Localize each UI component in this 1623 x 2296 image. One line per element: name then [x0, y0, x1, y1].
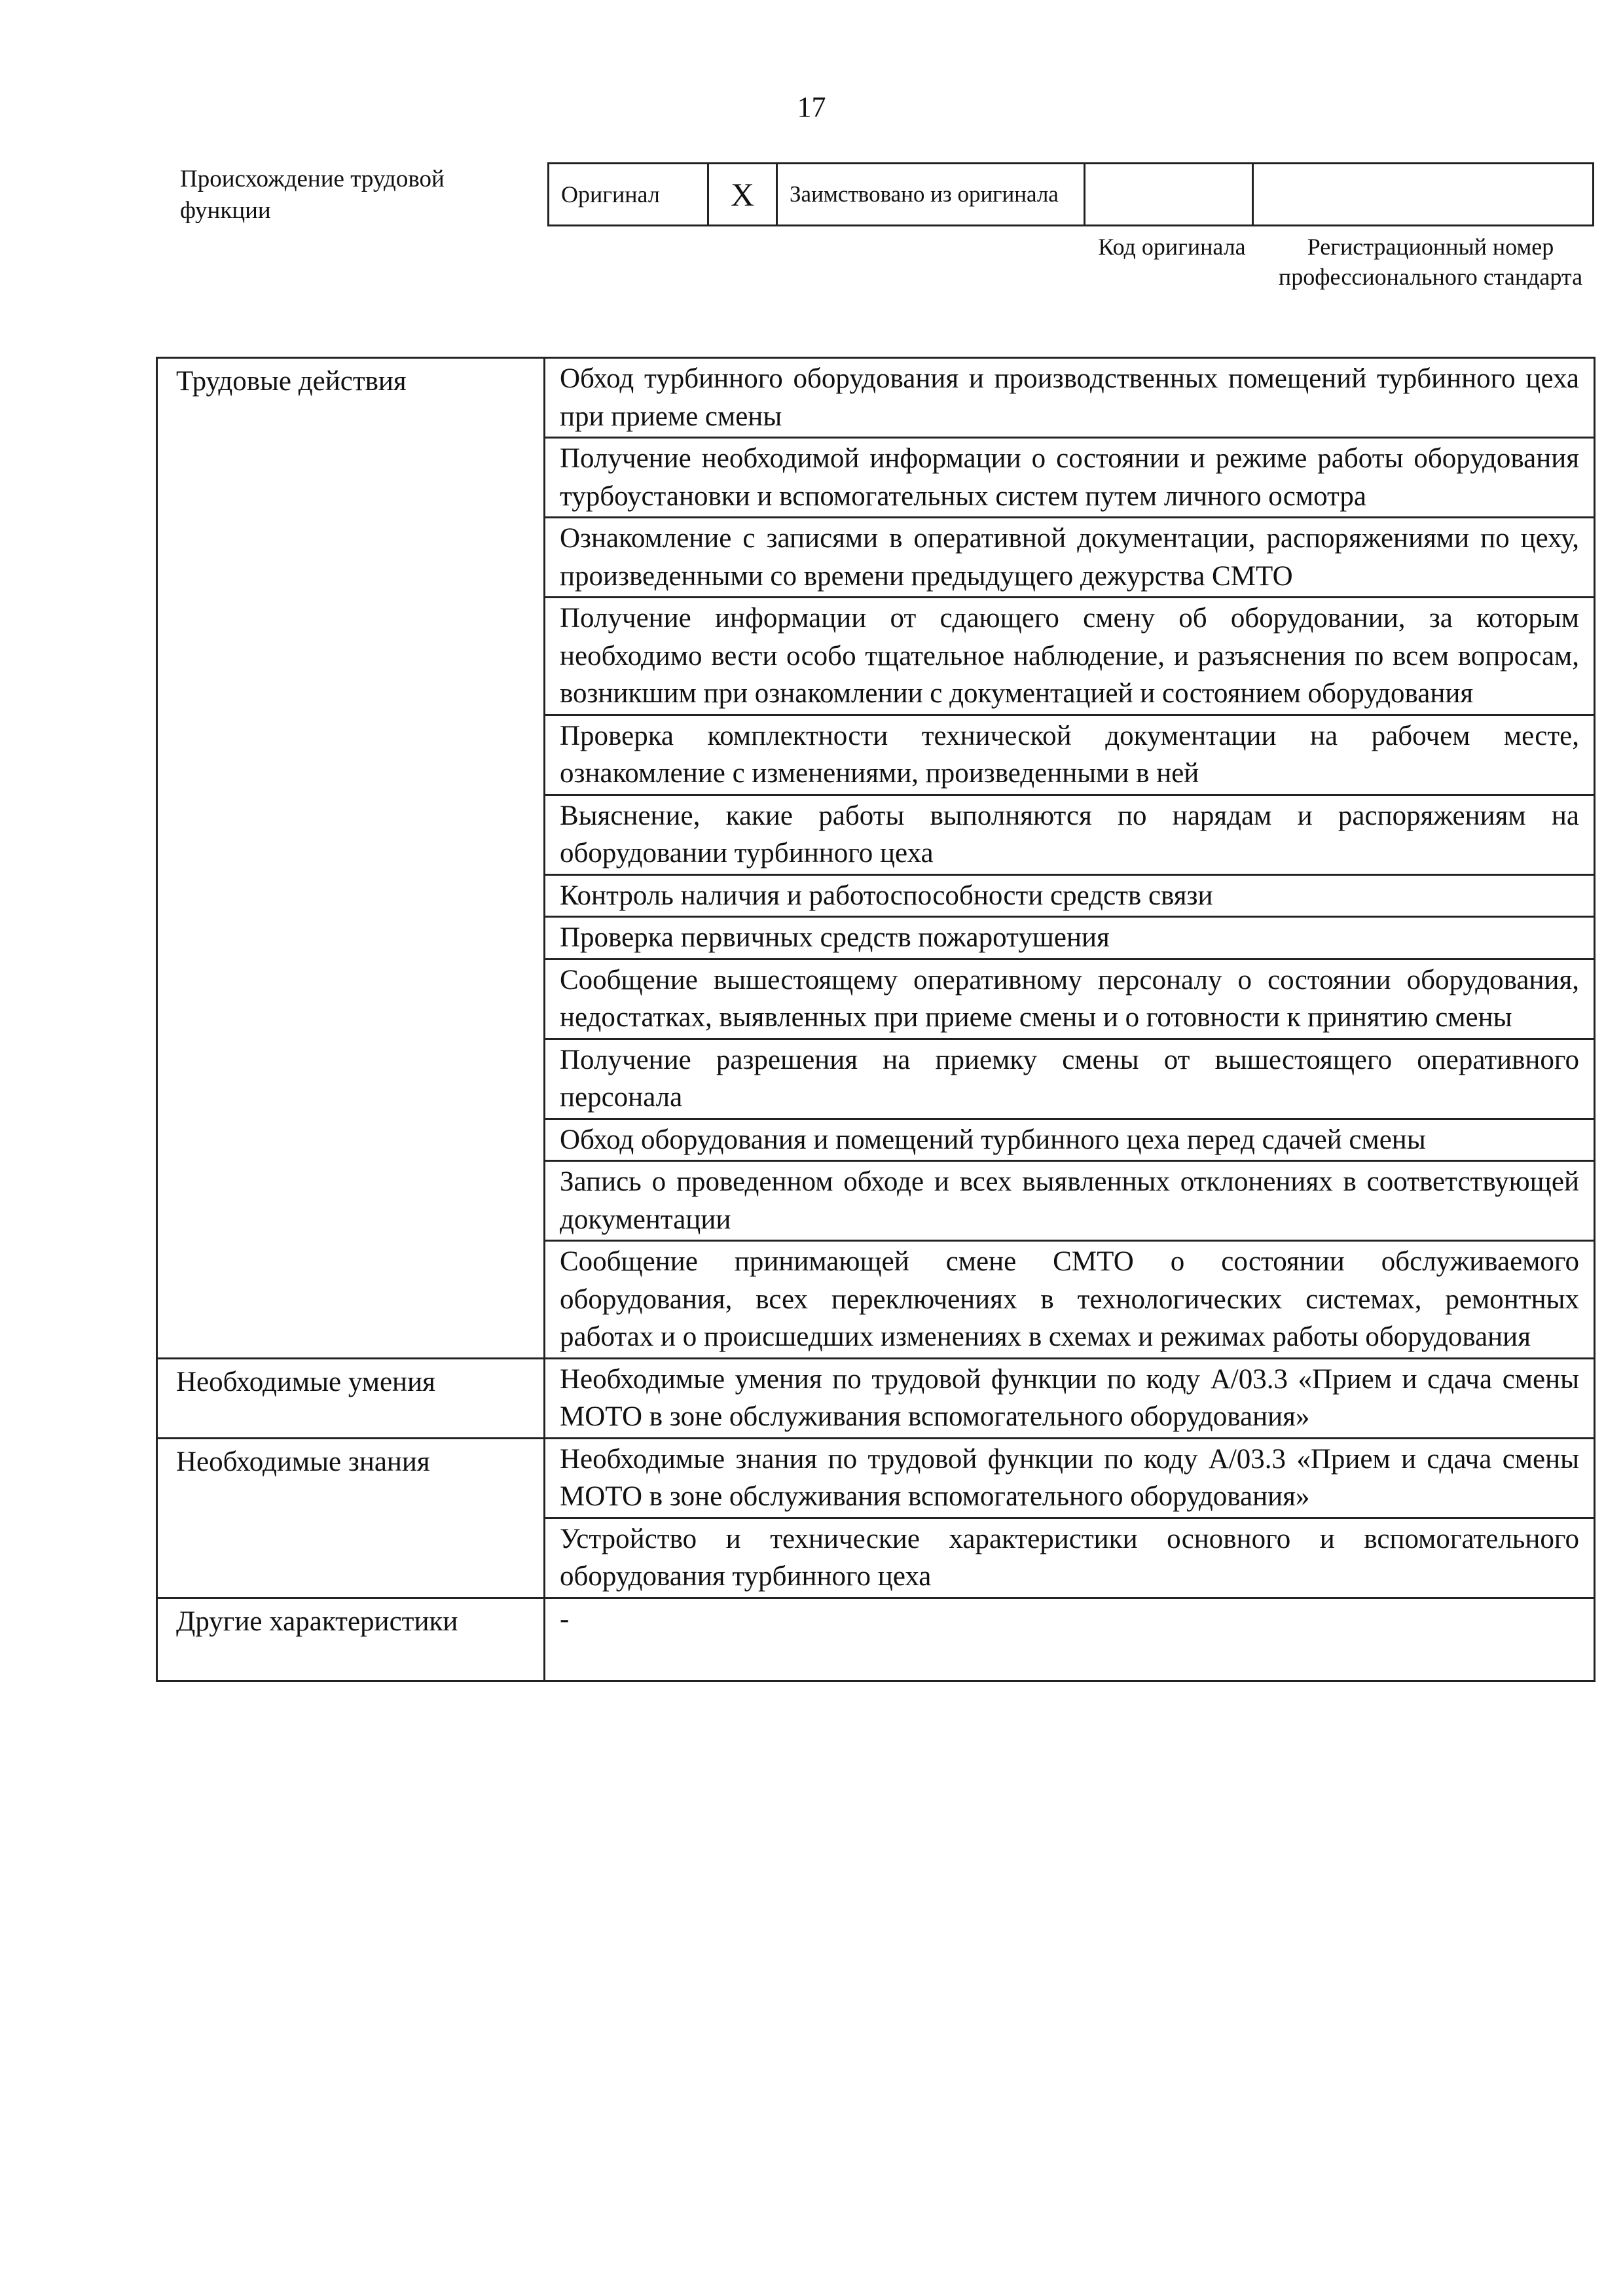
original-code-cell	[1085, 164, 1253, 226]
labor-actions-item: Проверка комплектности технической документации на рабочем месте, ознакомление с изменениями, произведенными в ней	[545, 715, 1595, 795]
required-skills-label: Необходимые умения	[157, 1358, 545, 1438]
other-characteristics-row	[157, 1598, 1595, 1681]
original-label: Оригинал	[549, 164, 708, 226]
required-skills-row	[157, 1358, 1595, 1438]
required-knowledge-label: Необходимые знания	[157, 1438, 545, 1598]
labor-actions-item: Обход оборудования и помещений турбинного цеха перед сдачей смены	[545, 1119, 1595, 1161]
origin-label: Происхождение трудовой функции	[180, 166, 445, 224]
labor-actions-item: Контроль наличия и работоспособности средств связи	[545, 874, 1595, 917]
reg-number-cell	[1253, 164, 1594, 226]
required-knowledge-item: Необходимые знания по трудовой функции по коду А/03.3 «Прием и сдача смены МОТО в зоне обслуживания вспомогательного оборудования»	[545, 1438, 1595, 1518]
required-knowledge-item: Устройство и технические характеристики основного и вспомогательного оборудования турбинного цеха	[545, 1518, 1595, 1598]
labor-actions-item: Выяснение, какие работы выполняются по нарядам и распоряжениям на оборудовании турбинного цеха	[545, 795, 1595, 874]
other-characteristics-value: -	[545, 1598, 1595, 1681]
labor-actions-item: Запись о проведенном обходе и всех выявленных отклонениях в соответствующей документации	[545, 1161, 1595, 1241]
labor-actions-label: Трудовые действия	[157, 358, 545, 1359]
original-mark: X	[708, 164, 777, 226]
labor-actions-item: Получение информации от сдающего смену об оборудовании, за которым необходимо вести особо тщательное наблюдение, и разъяснения по всем вопросам, возникшим при ознакомлении с документацией и состоянием оборудования	[545, 598, 1595, 715]
function-table	[156, 357, 1596, 1682]
labor-actions-item: Сообщение вышестоящему оперативному персоналу о состоянии оборудования, недостатках, выявленных при приеме смены и о готовности к принятию смены	[545, 959, 1595, 1039]
labor-actions-item: Получение необходимой информации о состоянии и режиме работы оборудования турбоустановки и вспомогательных систем путем личного осмотра	[545, 438, 1595, 518]
labor-actions-item: Проверка первичных средств пожаротушения	[545, 917, 1595, 960]
labor-actions-item: Получение разрешения на приемку смены от вышестоящего оперативного персонала	[545, 1039, 1595, 1119]
required-skills-item: Необходимые умения по трудовой функции по коду А/03.3 «Прием и сдача смены МОТО в зоне обслуживания вспомогательного оборудования»	[545, 1358, 1595, 1438]
origin-table	[547, 162, 1594, 226]
other-characteristics-label: Другие характеристики	[157, 1598, 545, 1681]
labor-actions-row	[157, 358, 1595, 438]
page-number: 17	[797, 91, 826, 123]
required-knowledge-row	[157, 1438, 1595, 1518]
code-caption: Код оригинала	[1098, 234, 1246, 260]
labor-actions-item: Обход турбинного оборудования и производственных помещений турбинного цеха при приеме смены	[545, 358, 1595, 438]
labor-actions-item: Сообщение принимающей смене СМТО о состоянии обслуживаемого оборудования, всех переключениях в технологических системах, ремонтных работах и о происшедших изменениях в схемах и режимах работы оборудования	[545, 1241, 1595, 1359]
labor-actions-item: Ознакомление с записями в оперативной документации, распоряжениями по цеху, произведенными со времени предыдущего дежурства СМТО	[545, 518, 1595, 598]
reg-number-caption: Регистрационный номер профессионального стандарта	[1278, 234, 1583, 290]
borrowed-label: Заимствовано из оригинала	[777, 164, 1085, 226]
